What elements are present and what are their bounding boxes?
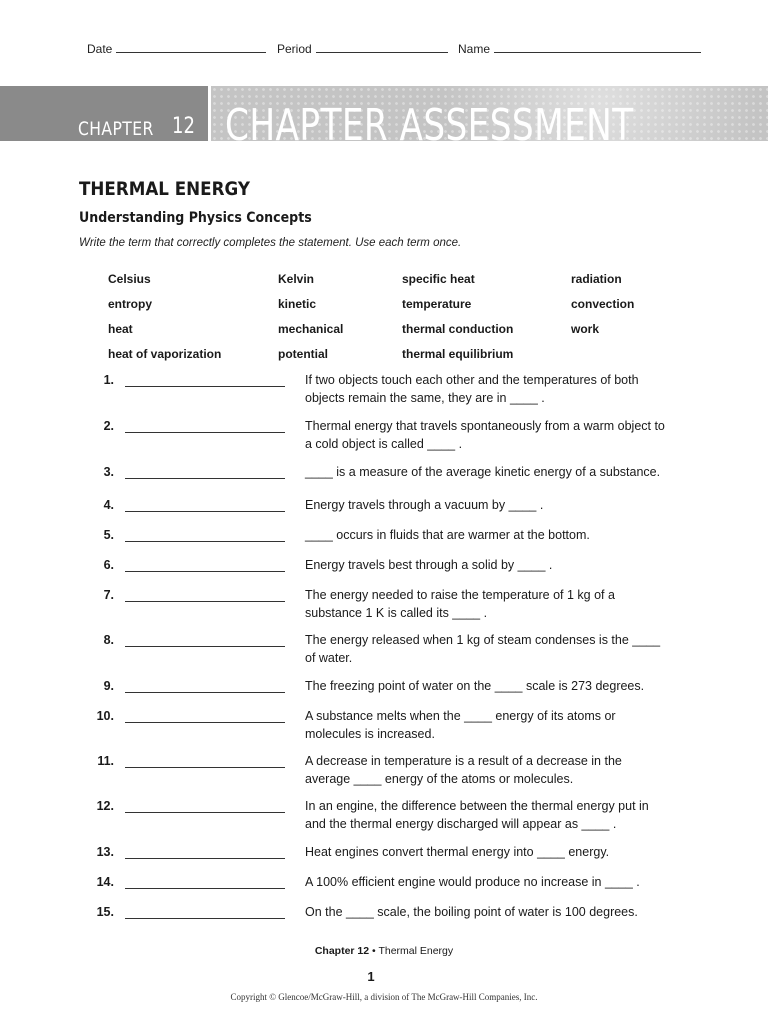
answer-blank[interactable] xyxy=(125,917,285,919)
name-field[interactable] xyxy=(458,40,701,56)
page-title: THERMAL ENERGY xyxy=(79,178,250,200)
answer-blank[interactable] xyxy=(125,766,285,768)
answer-blank[interactable] xyxy=(125,721,285,723)
date-label: Date xyxy=(87,42,113,56)
word-bank-term: Celsius xyxy=(108,272,151,286)
answer-blank[interactable] xyxy=(125,540,285,542)
word-bank-term: kinetic xyxy=(278,297,317,311)
question-number: 4. xyxy=(103,498,114,512)
date-blank[interactable] xyxy=(116,40,266,53)
word-bank-term: convection xyxy=(571,297,635,311)
chapter-label: CHAPTER xyxy=(78,118,154,140)
footer-chapter-line xyxy=(0,945,768,957)
word-bank-term: heat xyxy=(108,322,133,336)
question-text: ____ occurs in fluids that are warmer at the bottom. xyxy=(305,528,590,542)
word-bank-term: mechanical xyxy=(278,322,344,336)
question-number: 6. xyxy=(103,558,114,572)
question-text: A 100% efficient engine would produce no increase in ____ . xyxy=(305,875,640,889)
word-bank-term: specific heat xyxy=(402,272,475,286)
question-text: Energy travels through a vacuum by ____ . xyxy=(305,498,544,512)
question-number: 5. xyxy=(103,528,114,542)
question-number: 15. xyxy=(96,905,114,919)
question-number: 12. xyxy=(96,799,114,813)
period-blank[interactable] xyxy=(316,40,448,53)
answer-blank[interactable] xyxy=(125,857,285,859)
name-blank[interactable] xyxy=(494,40,701,53)
question-number: 2. xyxy=(103,419,114,433)
word-bank-term: thermal conduction xyxy=(402,322,514,336)
question-text: A decrease in temperature is a result of a decrease in the average ____ energy of the atoms or molecules. xyxy=(305,754,622,786)
question-number: 13. xyxy=(96,845,114,859)
word-bank-term: work xyxy=(571,322,600,336)
date-field[interactable] xyxy=(87,40,266,56)
answer-blank[interactable] xyxy=(125,477,285,479)
word-bank-term: radiation xyxy=(571,272,622,286)
footer-topic: Thermal Energy xyxy=(378,945,454,957)
answer-blank[interactable] xyxy=(125,570,285,572)
question-text: If two objects touch each other and the temperatures of both objects remain the same, they are in ____ . xyxy=(305,373,639,405)
question-number: 8. xyxy=(103,633,114,647)
answer-blank[interactable] xyxy=(125,385,285,387)
question-number: 7. xyxy=(103,588,114,602)
copyright-notice: Copyright © Glencoe/McGraw-Hill, a division of The McGraw-Hill Companies, Inc. xyxy=(230,992,538,1002)
question-text: Heat engines convert thermal energy into ____ energy. xyxy=(305,845,610,859)
question-text: A substance melts when the ____ energy of its atoms or molecules is increased. xyxy=(305,709,616,741)
footer-chapter: Chapter 12 xyxy=(314,945,370,957)
question-number: 3. xyxy=(103,465,114,479)
section-subtitle: Understanding Physics Concepts xyxy=(79,210,312,226)
word-bank-term: thermal equilibrium xyxy=(402,347,514,361)
instructions: Write the term that correctly completes the statement. Use each term once. xyxy=(79,237,462,249)
question-number: 14. xyxy=(96,875,114,889)
footer-separator: • xyxy=(369,945,379,957)
question-text: The energy released when 1 kg of steam condenses is the ____ of water. xyxy=(305,633,661,665)
answer-blank[interactable] xyxy=(125,510,285,512)
word-bank-term: Kelvin xyxy=(278,272,315,286)
answer-blank[interactable] xyxy=(125,691,285,693)
word-bank-term: temperature xyxy=(402,297,472,311)
question-text: On the ____ scale, the boiling point of water is 100 degrees. xyxy=(305,905,638,919)
word-bank-term: heat of vaporization xyxy=(108,347,222,361)
answer-blank[interactable] xyxy=(125,600,285,602)
chapter-number: 12 xyxy=(172,114,195,139)
answer-blank[interactable] xyxy=(125,887,285,889)
page-number: 1 xyxy=(367,969,375,984)
assessment-heading: CHAPTER ASSESSMENT xyxy=(225,100,634,151)
question-text: The energy needed to raise the temperature of 1 kg of a substance 1 K is called its ____ . xyxy=(305,588,615,620)
answer-blank[interactable] xyxy=(125,811,285,813)
question-number: 1. xyxy=(103,373,114,387)
question-text: ____ is a measure of the average kinetic energy of a substance. xyxy=(305,465,661,479)
period-label: Period xyxy=(277,42,312,56)
word-bank-term: entropy xyxy=(108,297,153,311)
question-number: 10. xyxy=(96,709,114,723)
answer-blank[interactable] xyxy=(125,645,285,647)
name-label: Name xyxy=(458,42,491,56)
question-text: The freezing point of water on the ____ scale is 273 degrees. xyxy=(305,679,645,693)
question-number: 9. xyxy=(103,679,114,693)
answer-blank[interactable] xyxy=(125,431,285,433)
question-number: 11. xyxy=(97,754,114,768)
question-text: Energy travels best through a solid by ____ . xyxy=(305,558,553,572)
question-text: In an engine, the difference between the thermal energy put in and the thermal energy discharged will appear as ____ . xyxy=(305,799,649,831)
period-field[interactable] xyxy=(277,40,448,56)
word-bank-term: potential xyxy=(278,347,328,361)
question-text: Thermal energy that travels spontaneously from a warm object to a cold object is called ____ . xyxy=(305,419,665,451)
